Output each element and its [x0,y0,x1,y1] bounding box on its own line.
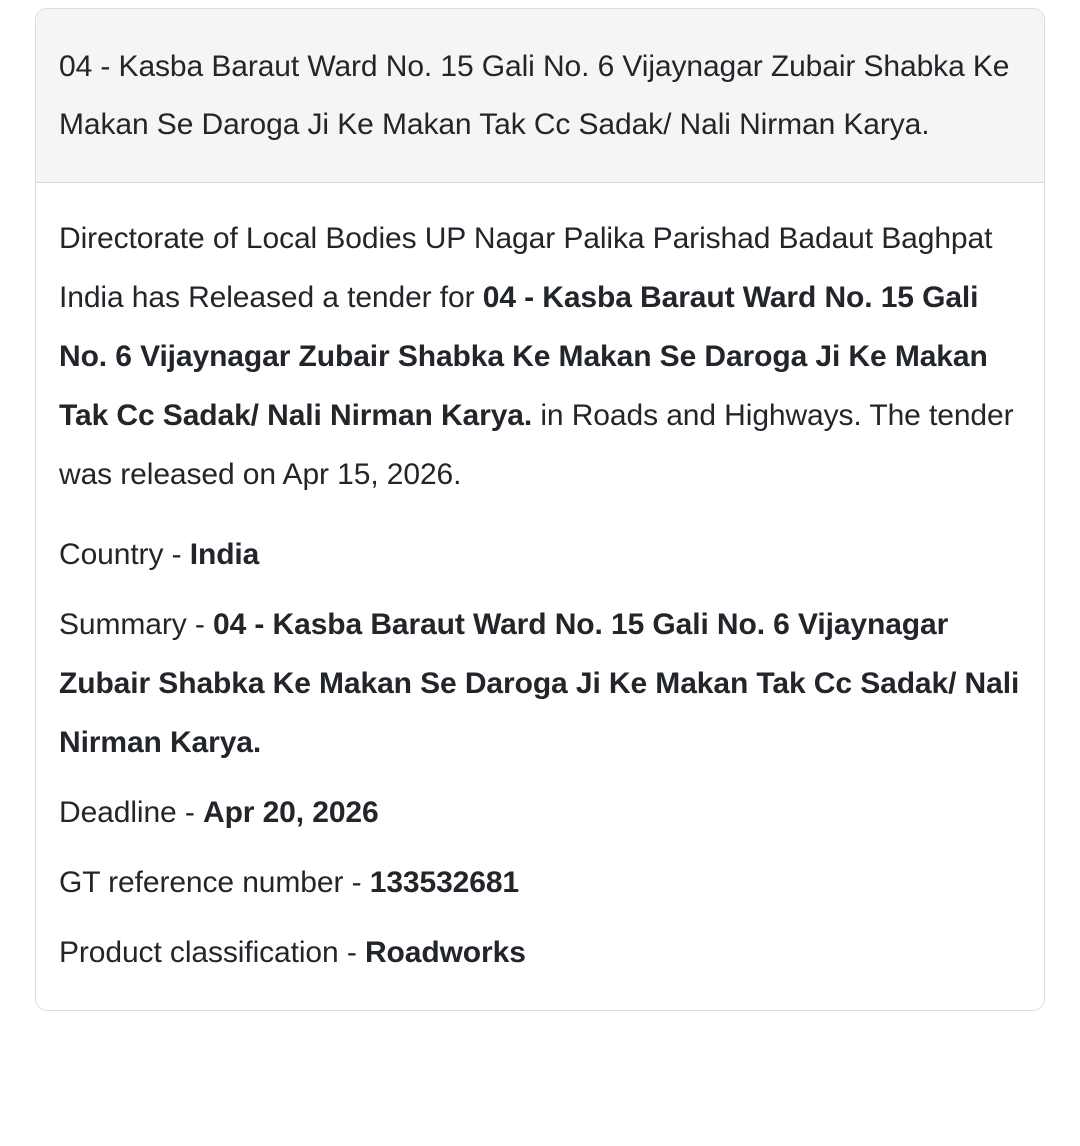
detail-value-country: India [189,538,260,571]
detail-value-gt-reference-number: 133532681 [369,866,519,899]
detail-value-summary: 04 - Kasba Baraut Ward No. 15 Gali No. 6 Vijaynagar Zubair Shabka Ke Makan Se Daroga Ji Ke Makan Tak Cc Sadak/ Nali Nirman Karya. [59,608,1020,759]
detail-separator-deadline: - [176,796,203,829]
detail-separator-product-classification: - [338,936,365,969]
detail-row-product-classification [59,923,1021,982]
detail-separator-gt-reference-number: - [343,866,370,899]
card-header [36,9,1044,183]
card-body [36,183,1044,1010]
tender-detail-list [59,525,1021,982]
detail-row-summary [59,595,1021,772]
detail-separator-summary: - [186,608,214,641]
description-lead-text: Directorate of Local Bodies UP Nagar Palika Parishad Badaut Baghpat India has Released a tender for [59,222,993,314]
paragraph-spacer [59,504,1021,525]
detail-row-deadline [59,783,1021,842]
detail-row-gt-reference-number [59,853,1021,912]
detail-separator-country: - [163,538,190,571]
tender-title: 04 - Kasba Baraut Ward No. 15 Gali No. 6 Vijaynagar Zubair Shabka Ke Makan Se Daroga Ji Ke Makan Tak Cc Sadak/ Nali Nirman Karya. [59,50,1010,141]
detail-label-product-classification: Product classification [59,936,339,969]
description-tender-name: 04 - Kasba Baraut Ward No. 15 Gali No. 6 Vijaynagar Zubair Shabka Ke Makan Se Daroga Ji Ke Makan Tak Cc Sadak/ Nali Nirman Karya. [59,281,988,432]
detail-row-country [59,525,1021,584]
description-trail-text: in Roads and Highways. The tender was released on Apr 15, 2026. [59,399,1014,491]
detail-label-country: Country [59,538,164,571]
tender-detail-card [35,8,1045,1011]
tender-description [59,209,1021,504]
detail-label-summary: Summary [59,608,187,641]
detail-label-deadline: Deadline [59,796,177,829]
detail-value-product-classification: Roadworks [364,936,526,969]
detail-value-deadline: Apr 20, 2026 [203,796,379,829]
detail-label-gt-reference-number: GT reference number [59,866,344,899]
